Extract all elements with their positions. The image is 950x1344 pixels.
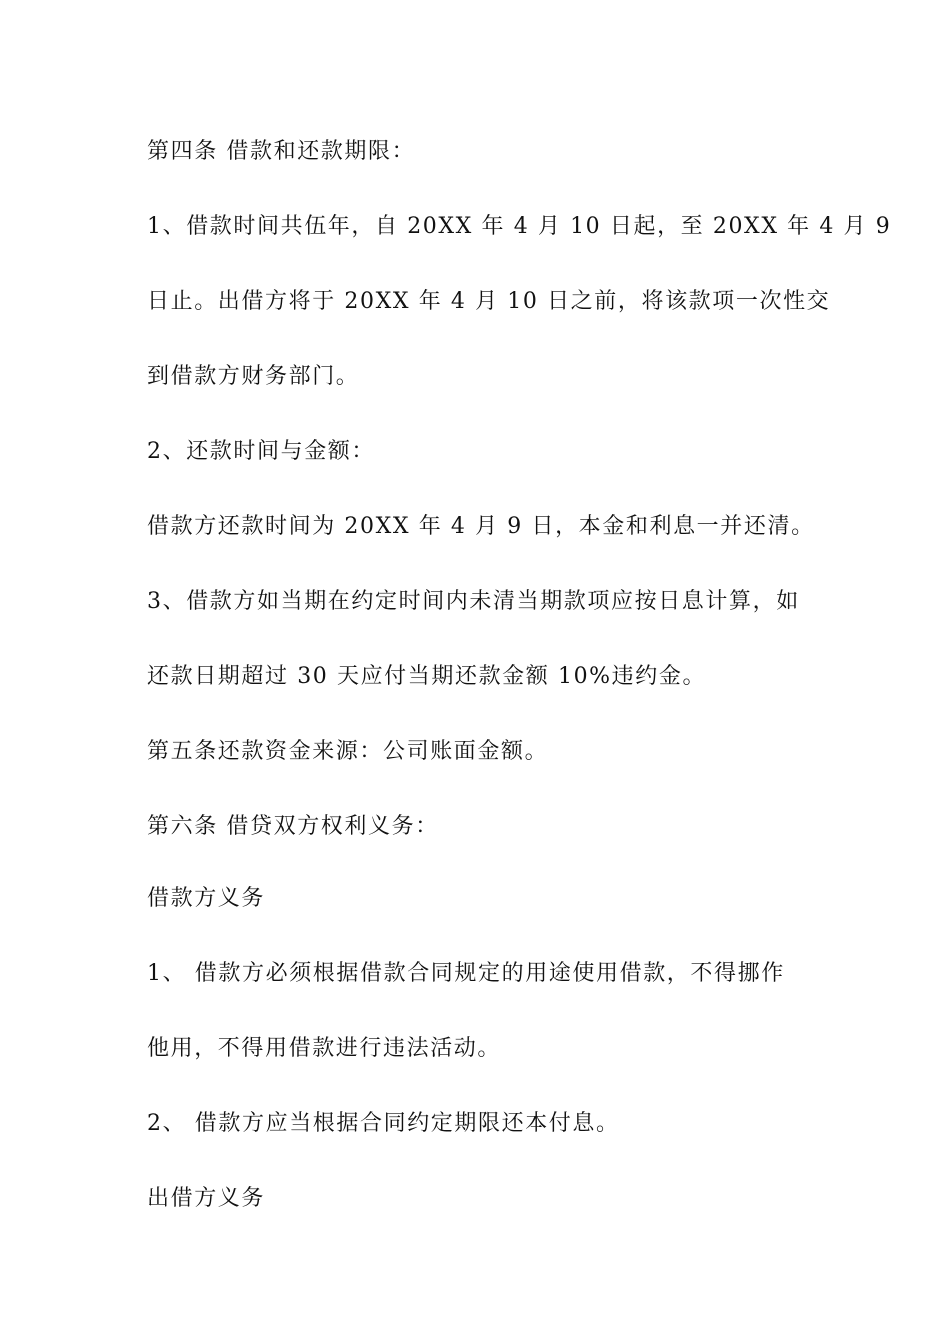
article-4-item-1-line-3: 到借款方财务部门。 xyxy=(147,364,360,389)
borrower-obligation-2: 2、 借款方应当根据合同约定期限还本付息。 xyxy=(147,1111,620,1136)
borrower-obligations-heading: 借款方义务 xyxy=(147,886,266,911)
article-6-heading: 第六条 借贷双方权利义务： xyxy=(147,814,439,839)
borrower-obligation-1-line-2: 他用，不得用借款进行违法活动。 xyxy=(147,1036,502,1061)
article-4-item-3-line-2: 还款日期超过 30 天应付当期还款金额 10%违约金。 xyxy=(147,664,707,689)
article-4-item-2-heading: 2、还款时间与金额： xyxy=(147,439,375,464)
borrower-obligation-1-line-1: 1、 借款方必须根据借款合同规定的用途使用借款，不得挪作 xyxy=(147,961,785,986)
article-5-text: 第五条还款资金来源：公司账面金额。 xyxy=(147,739,549,764)
article-4-item-1-line-1: 1、借款时间共伍年，自 20XX 年 4 月 10 日起，至 20XX 年 4 月 9 xyxy=(147,214,892,239)
article-4-item-2-text: 借款方还款时间为 20XX 年 4 月 9 日，本金和利息一并还清。 xyxy=(147,514,815,539)
lender-obligations-heading: 出借方义务 xyxy=(147,1186,266,1211)
article-4-item-1-line-2: 日止。出借方将于 20XX 年 4 月 10 日之前，将该款项一次性交 xyxy=(147,289,831,314)
article-4-item-3-line-1: 3、借款方如当期在约定时间内未清当期款项应按日息计算，如 xyxy=(147,589,800,614)
article-4-heading: 第四条 借款和还款期限： xyxy=(147,139,416,164)
